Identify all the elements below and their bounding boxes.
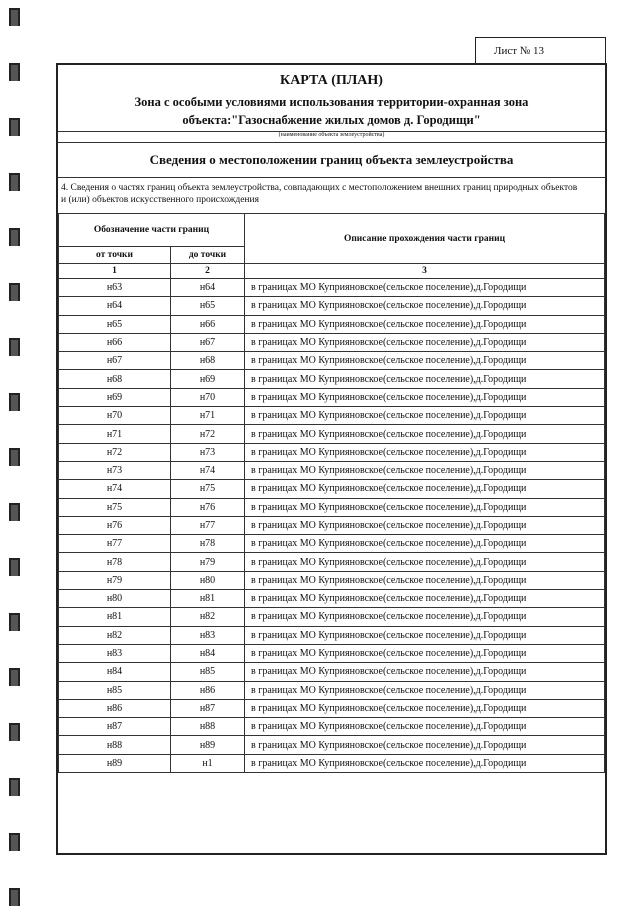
table-row xyxy=(59,590,605,608)
to-point: н72 xyxy=(171,425,245,443)
boundary-description: в границах МО Куприяновское(сельское поселение),д.Городищи xyxy=(245,608,605,626)
to-point: н68 xyxy=(171,352,245,370)
table-row xyxy=(59,388,605,406)
from-point: н73 xyxy=(59,461,171,479)
col-num-3: 3 xyxy=(245,264,605,279)
subtitle-line-2: объекта:"Газоснабжение жилых домов д. Городищи" xyxy=(182,113,481,127)
table-row xyxy=(59,608,605,626)
to-point: н87 xyxy=(171,699,245,717)
from-point: н71 xyxy=(59,425,171,443)
binder-hole-icon xyxy=(9,668,20,686)
from-point: н88 xyxy=(59,736,171,754)
boundary-description: в границах МО Куприяновское(сельское поселение),д.Городищи xyxy=(245,333,605,351)
boundary-description: в границах МО Куприяновское(сельское поселение),д.Городищи xyxy=(245,425,605,443)
binder-hole-icon xyxy=(9,613,20,631)
boundary-description: в границах МО Куприяновское(сельское поселение),д.Городищи xyxy=(245,297,605,315)
to-point: н80 xyxy=(171,571,245,589)
to-point: н84 xyxy=(171,644,245,662)
boundary-description: в границах МО Куприяновское(сельское поселение),д.Городищи xyxy=(245,681,605,699)
table-row xyxy=(59,480,605,498)
header-group: Обозначение части границ xyxy=(59,214,245,247)
table-row xyxy=(59,516,605,534)
from-point: н77 xyxy=(59,535,171,553)
table-row xyxy=(59,644,605,662)
col-num-2: 2 xyxy=(171,264,245,279)
table-row xyxy=(59,407,605,425)
from-point: н85 xyxy=(59,681,171,699)
to-point: н75 xyxy=(171,480,245,498)
from-point: н72 xyxy=(59,443,171,461)
table-row xyxy=(59,498,605,516)
boundary-description: в границах МО Куприяновское(сельское поселение),д.Городищи xyxy=(245,571,605,589)
boundary-description: в границах МО Куприяновское(сельское поселение),д.Городищи xyxy=(245,699,605,717)
to-point: н78 xyxy=(171,535,245,553)
boundary-description: в границах МО Куприяновское(сельское поселение),д.Городищи xyxy=(245,754,605,772)
col-num-1: 1 xyxy=(59,264,171,279)
document-frame xyxy=(56,63,607,855)
from-point: н81 xyxy=(59,608,171,626)
from-point: н84 xyxy=(59,663,171,681)
binder-hole-icon xyxy=(9,118,20,136)
to-point: н82 xyxy=(171,608,245,626)
boundary-description: в границах МО Куприяновское(сельское поселение),д.Городищи xyxy=(245,644,605,662)
binder-hole-icon xyxy=(9,778,20,796)
table-row xyxy=(59,425,605,443)
from-point: н64 xyxy=(59,297,171,315)
table-row xyxy=(59,699,605,717)
table-row xyxy=(59,736,605,754)
boundary-description: в границах МО Куприяновское(сельское поселение),д.Городищи xyxy=(245,736,605,754)
boundary-description: в границах МО Куприяновское(сельское поселение),д.Городищи xyxy=(245,718,605,736)
to-point: н77 xyxy=(171,516,245,534)
to-point: н76 xyxy=(171,498,245,516)
table-row xyxy=(59,370,605,388)
sheet-number: Лист № 13 xyxy=(475,37,606,63)
table-row xyxy=(59,663,605,681)
from-point: н87 xyxy=(59,718,171,736)
caption: (наименование объекта землеустройства) xyxy=(278,132,385,138)
to-point: н71 xyxy=(171,407,245,425)
boundary-description: в границах МО Куприяновское(сельское поселение),д.Городищи xyxy=(245,279,605,297)
table-row xyxy=(59,626,605,644)
to-point: н64 xyxy=(171,279,245,297)
table-row xyxy=(59,279,605,297)
boundary-description: в границах МО Куприяновское(сельское поселение),д.Городищи xyxy=(245,443,605,461)
binder-hole-icon xyxy=(9,173,20,191)
table-row xyxy=(59,681,605,699)
table-row xyxy=(59,553,605,571)
header-to: до точки xyxy=(171,247,245,264)
to-point: н85 xyxy=(171,663,245,681)
boundary-table xyxy=(58,213,605,773)
boundary-description: в границах МО Куприяновское(сельское поселение),д.Городищи xyxy=(245,553,605,571)
to-point: н70 xyxy=(171,388,245,406)
table-row xyxy=(59,352,605,370)
from-point: н66 xyxy=(59,333,171,351)
from-point: н67 xyxy=(59,352,171,370)
from-point: н89 xyxy=(59,754,171,772)
binder-hole-icon xyxy=(9,833,20,851)
boundary-description: в границах МО Куприяновское(сельское поселение),д.Городищи xyxy=(245,535,605,553)
boundary-description: в границах МО Куприяновское(сельское поселение),д.Городищи xyxy=(245,498,605,516)
to-point: н89 xyxy=(171,736,245,754)
table-row xyxy=(59,718,605,736)
binder-hole-icon xyxy=(9,228,20,246)
to-point: н69 xyxy=(171,370,245,388)
from-point: н80 xyxy=(59,590,171,608)
header-from: от точки xyxy=(59,247,171,264)
header-description: Описание прохождения части границ xyxy=(245,214,605,264)
from-point: н74 xyxy=(59,480,171,498)
from-point: н63 xyxy=(59,279,171,297)
binder-hole-icon xyxy=(9,723,20,741)
table-row xyxy=(59,315,605,333)
section-paragraph: 4. Сведения о частях границ объекта землеустройства, совпадающих с местоположением внешних границ природных объектов и (или) объектов искусственного происхождения xyxy=(61,183,578,205)
from-point: н69 xyxy=(59,388,171,406)
boundary-description: в границах МО Куприяновское(сельское поселение),д.Городищи xyxy=(245,352,605,370)
from-point: н82 xyxy=(59,626,171,644)
to-point: н66 xyxy=(171,315,245,333)
table-row xyxy=(59,461,605,479)
table-row xyxy=(59,333,605,351)
from-point: н79 xyxy=(59,571,171,589)
from-point: н65 xyxy=(59,315,171,333)
from-point: н78 xyxy=(59,553,171,571)
to-point: н65 xyxy=(171,297,245,315)
table-row xyxy=(59,297,605,315)
table-row xyxy=(59,535,605,553)
from-point: н70 xyxy=(59,407,171,425)
to-point: н88 xyxy=(171,718,245,736)
table-row xyxy=(59,443,605,461)
boundary-description: в границах МО Куприяновское(сельское поселение),д.Городищи xyxy=(245,370,605,388)
boundary-description: в границах МО Куприяновское(сельское поселение),д.Городищи xyxy=(245,516,605,534)
boundary-description: в границах МО Куприяновское(сельское поселение),д.Городищи xyxy=(245,590,605,608)
to-point: н86 xyxy=(171,681,245,699)
boundary-description: в границах МО Куприяновское(сельское поселение),д.Городищи xyxy=(245,480,605,498)
binder-hole-icon xyxy=(9,503,20,521)
to-point: н67 xyxy=(171,333,245,351)
from-point: н76 xyxy=(59,516,171,534)
subtitle-line-1: Зона с особыми условиями использования территории-охранная зона xyxy=(134,95,529,109)
to-point: н73 xyxy=(171,443,245,461)
from-point: н68 xyxy=(59,370,171,388)
binder-hole-icon xyxy=(9,8,20,26)
to-point: н81 xyxy=(171,590,245,608)
table-row xyxy=(59,571,605,589)
binder-hole-icon xyxy=(9,338,20,356)
boundary-description: в границах МО Куприяновское(сельское поселение),д.Городищи xyxy=(245,663,605,681)
to-point: н83 xyxy=(171,626,245,644)
binder-hole-icon xyxy=(9,63,20,81)
boundary-description: в границах МО Куприяновское(сельское поселение),д.Городищи xyxy=(245,461,605,479)
to-point: н74 xyxy=(171,461,245,479)
binder-hole-icon xyxy=(9,888,20,906)
section-heading: Сведения о местоположении границ объекта землеустройства xyxy=(149,152,514,167)
from-point: н83 xyxy=(59,644,171,662)
binder-hole-icon xyxy=(9,448,20,466)
binder-hole-icon xyxy=(9,558,20,576)
boundary-description: в границах МО Куприяновское(сельское поселение),д.Городищи xyxy=(245,315,605,333)
page-title: КАРТА (ПЛАН) xyxy=(280,73,383,88)
boundary-description: в границах МО Куприяновское(сельское поселение),д.Городищи xyxy=(245,388,605,406)
binder-hole-icon xyxy=(9,283,20,301)
boundary-description: в границах МО Куприяновское(сельское поселение),д.Городищи xyxy=(245,626,605,644)
from-point: н75 xyxy=(59,498,171,516)
boundary-description: в границах МО Куприяновское(сельское поселение),д.Городищи xyxy=(245,407,605,425)
from-point: н86 xyxy=(59,699,171,717)
binder-hole-icon xyxy=(9,393,20,411)
to-point: н1 xyxy=(171,754,245,772)
table-row xyxy=(59,754,605,772)
to-point: н79 xyxy=(171,553,245,571)
